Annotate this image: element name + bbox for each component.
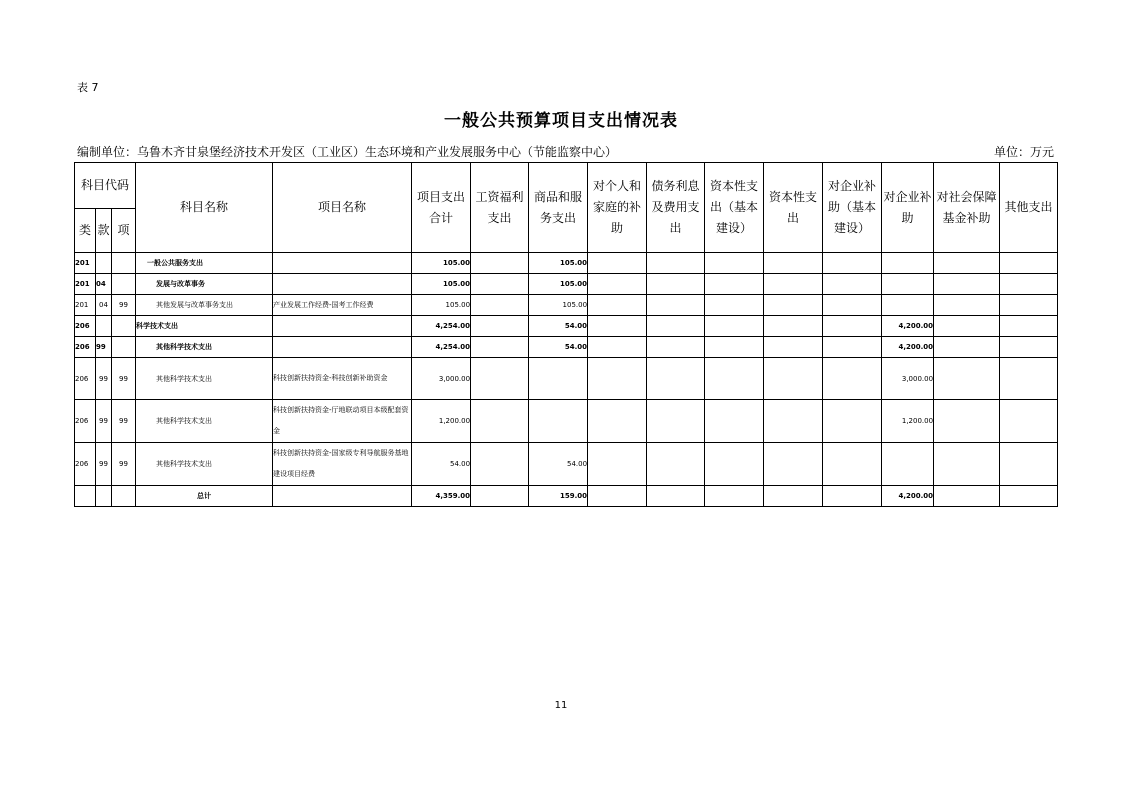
cell-project-name	[273, 274, 412, 295]
cell-subject-name: 总计	[136, 486, 273, 507]
cell-xiang: 99	[112, 400, 136, 443]
cell-kuan	[96, 316, 112, 337]
cell-goods: 159.00	[529, 486, 588, 507]
table-row	[75, 316, 1058, 337]
cell-debt	[647, 358, 705, 400]
cell-capital-basic	[705, 274, 764, 295]
cell-kuan	[96, 253, 112, 274]
cell-subject-name: 一般公共服务支出	[136, 253, 273, 274]
cell-capital	[764, 253, 823, 274]
cell-capital	[764, 337, 823, 358]
cell-goods: 105.00	[529, 295, 588, 316]
cell-wage	[471, 337, 529, 358]
cell-lei: 206	[75, 358, 96, 400]
cell-kuan: 04	[96, 295, 112, 316]
cell-subject-name: 发展与改革事务	[136, 274, 273, 295]
cell-xiang: 99	[112, 295, 136, 316]
cell-capital-basic	[705, 337, 764, 358]
cell-subject-name: 其他科学技术支出	[136, 337, 273, 358]
cell-enterprise	[882, 274, 934, 295]
cell-other	[1000, 337, 1058, 358]
cell-capital-basic	[705, 443, 764, 486]
cell-individual	[588, 337, 647, 358]
cell-subject-name: 其他科学技术支出	[136, 358, 273, 400]
header-capital: 资本性支出	[764, 163, 823, 253]
cell-project-name	[273, 337, 412, 358]
header-subject-name: 科目名称	[136, 163, 273, 253]
cell-wage	[471, 486, 529, 507]
page-number: 11	[554, 700, 568, 711]
cell-capital	[764, 400, 823, 443]
cell-enterprise	[882, 295, 934, 316]
cell-kuan: 04	[96, 274, 112, 295]
cell-goods: 54.00	[529, 337, 588, 358]
header-individual: 对个人和家庭的补助	[588, 163, 647, 253]
cell-debt	[647, 400, 705, 443]
cell-social-fund	[934, 295, 1000, 316]
header-enterprise-basic: 对企业补助（基本建设）	[823, 163, 882, 253]
cell-lei: 206	[75, 316, 96, 337]
document-title: 一般公共预算项目支出情况表	[444, 111, 678, 131]
cell-other	[1000, 486, 1058, 507]
cell-xiang	[112, 337, 136, 358]
cell-enterprise: 1,200.00	[882, 400, 934, 443]
cell-wage	[471, 274, 529, 295]
cell-individual	[588, 443, 647, 486]
cell-capital	[764, 274, 823, 295]
header-project-name: 项目名称	[273, 163, 412, 253]
cell-individual	[588, 295, 647, 316]
cell-debt	[647, 274, 705, 295]
cell-capital-basic	[705, 316, 764, 337]
cell-xiang: 99	[112, 443, 136, 486]
cell-social-fund	[934, 253, 1000, 274]
cell-debt	[647, 337, 705, 358]
header-kuan: 款	[96, 209, 112, 253]
table-row-total	[75, 486, 1058, 507]
cell-project-name	[273, 316, 412, 337]
cell-enterprise-basic	[823, 253, 882, 274]
header-total: 项目支出合计	[412, 163, 471, 253]
cell-capital-basic	[705, 400, 764, 443]
cell-other	[1000, 443, 1058, 486]
table-row	[75, 295, 1058, 316]
cell-goods: 54.00	[529, 443, 588, 486]
cell-social-fund	[934, 400, 1000, 443]
header-capital-basic: 资本性支出（基本建设）	[705, 163, 764, 253]
cell-social-fund	[934, 316, 1000, 337]
table-number: 表 7	[77, 81, 99, 94]
cell-capital-basic	[705, 253, 764, 274]
cell-social-fund	[934, 274, 1000, 295]
header-code-group: 科目代码	[75, 163, 136, 209]
cell-capital	[764, 316, 823, 337]
cell-subject-name: 其他发展与改革事务支出	[136, 295, 273, 316]
cell-individual	[588, 486, 647, 507]
table-row	[75, 274, 1058, 295]
cell-social-fund	[934, 358, 1000, 400]
header-xiang: 项	[112, 209, 136, 253]
cell-total: 3,000.00	[412, 358, 471, 400]
cell-capital	[764, 295, 823, 316]
cell-wage	[471, 443, 529, 486]
cell-project-name	[273, 486, 412, 507]
cell-individual	[588, 316, 647, 337]
cell-total: 105.00	[412, 274, 471, 295]
cell-xiang: 99	[112, 358, 136, 400]
cell-enterprise-basic	[823, 316, 882, 337]
cell-other	[1000, 358, 1058, 400]
cell-debt	[647, 316, 705, 337]
table-row	[75, 337, 1058, 358]
cell-goods	[529, 358, 588, 400]
cell-xiang	[112, 316, 136, 337]
cell-other	[1000, 253, 1058, 274]
cell-enterprise: 4,200.00	[882, 486, 934, 507]
cell-wage	[471, 358, 529, 400]
cell-wage	[471, 316, 529, 337]
cell-lei: 201	[75, 295, 96, 316]
cell-project-name: 科技创新扶持资金-科技创新补助资金	[273, 358, 412, 400]
cell-lei: 206	[75, 443, 96, 486]
cell-project-name: 产业发展工作经费-国考工作经费	[273, 295, 412, 316]
cell-social-fund	[934, 443, 1000, 486]
cell-capital	[764, 358, 823, 400]
cell-project-name: 科技创新扶持资金-厅地联动项目本级配套资金	[273, 400, 412, 443]
cell-debt	[647, 486, 705, 507]
cell-enterprise-basic	[823, 337, 882, 358]
cell-goods: 105.00	[529, 253, 588, 274]
cell-individual	[588, 253, 647, 274]
header-social-fund: 对社会保障基金补助	[934, 163, 1000, 253]
table-row	[75, 253, 1058, 274]
cell-xiang	[112, 486, 136, 507]
cell-lei: 206	[75, 400, 96, 443]
cell-enterprise-basic	[823, 274, 882, 295]
cell-other	[1000, 274, 1058, 295]
cell-wage	[471, 400, 529, 443]
cell-total: 4,359.00	[412, 486, 471, 507]
cell-project-name	[273, 253, 412, 274]
cell-total: 54.00	[412, 443, 471, 486]
cell-goods	[529, 400, 588, 443]
compiling-unit: 编制单位：乌鲁木齐甘泉堡经济技术开发区（工业区）生态环境和产业发展服务中心（节能监察中心）	[77, 145, 618, 159]
cell-lei: 201	[75, 253, 96, 274]
header-debt: 债务利息及费用支出	[647, 163, 705, 253]
cell-capital	[764, 486, 823, 507]
cell-enterprise-basic	[823, 443, 882, 486]
table-row	[75, 443, 1058, 486]
cell-wage	[471, 253, 529, 274]
cell-individual	[588, 358, 647, 400]
cell-other	[1000, 400, 1058, 443]
cell-subject-name: 其他科学技术支出	[136, 400, 273, 443]
cell-total: 1,200.00	[412, 400, 471, 443]
cell-capital-basic	[705, 358, 764, 400]
cell-kuan: 99	[96, 358, 112, 400]
cell-social-fund	[934, 337, 1000, 358]
cell-social-fund	[934, 486, 1000, 507]
cell-enterprise	[882, 253, 934, 274]
cell-xiang	[112, 253, 136, 274]
cell-subject-name: 其他科学技术支出	[136, 443, 273, 486]
cell-enterprise-basic	[823, 400, 882, 443]
currency-unit: 单位：万元	[993, 145, 1054, 159]
cell-enterprise-basic	[823, 358, 882, 400]
cell-other	[1000, 295, 1058, 316]
cell-enterprise-basic	[823, 295, 882, 316]
table-row	[75, 358, 1058, 400]
cell-capital	[764, 443, 823, 486]
header-wage: 工资福利支出	[471, 163, 529, 253]
cell-xiang	[112, 274, 136, 295]
header-lei: 类	[75, 209, 96, 253]
cell-debt	[647, 253, 705, 274]
cell-subject-name: 科学技术支出	[136, 316, 273, 337]
cell-individual	[588, 400, 647, 443]
cell-goods: 54.00	[529, 316, 588, 337]
cell-lei: 206	[75, 337, 96, 358]
table-row	[75, 400, 1058, 443]
cell-lei: 201	[75, 274, 96, 295]
cell-debt	[647, 443, 705, 486]
cell-kuan	[96, 486, 112, 507]
cell-total: 4,254.00	[412, 316, 471, 337]
cell-enterprise-basic	[823, 486, 882, 507]
cell-enterprise: 4,200.00	[882, 316, 934, 337]
cell-enterprise: 4,200.00	[882, 337, 934, 358]
cell-lei	[75, 486, 96, 507]
cell-other	[1000, 316, 1058, 337]
cell-enterprise	[882, 443, 934, 486]
header-other: 其他支出	[1000, 163, 1058, 253]
cell-capital-basic	[705, 295, 764, 316]
cell-kuan: 99	[96, 443, 112, 486]
cell-capital-basic	[705, 486, 764, 507]
cell-wage	[471, 295, 529, 316]
cell-enterprise: 3,000.00	[882, 358, 934, 400]
header-enterprise: 对企业补助	[882, 163, 934, 253]
cell-debt	[647, 295, 705, 316]
cell-goods: 105.00	[529, 274, 588, 295]
header-goods: 商品和服务支出	[529, 163, 588, 253]
cell-individual	[588, 274, 647, 295]
expenditure-table	[74, 162, 1058, 507]
cell-project-name: 科技创新扶持资金-国家级专利导航服务基地建设项目经费	[273, 443, 412, 486]
cell-total: 105.00	[412, 253, 471, 274]
cell-total: 4,254.00	[412, 337, 471, 358]
cell-kuan: 99	[96, 400, 112, 443]
cell-total: 105.00	[412, 295, 471, 316]
cell-kuan: 99	[96, 337, 112, 358]
